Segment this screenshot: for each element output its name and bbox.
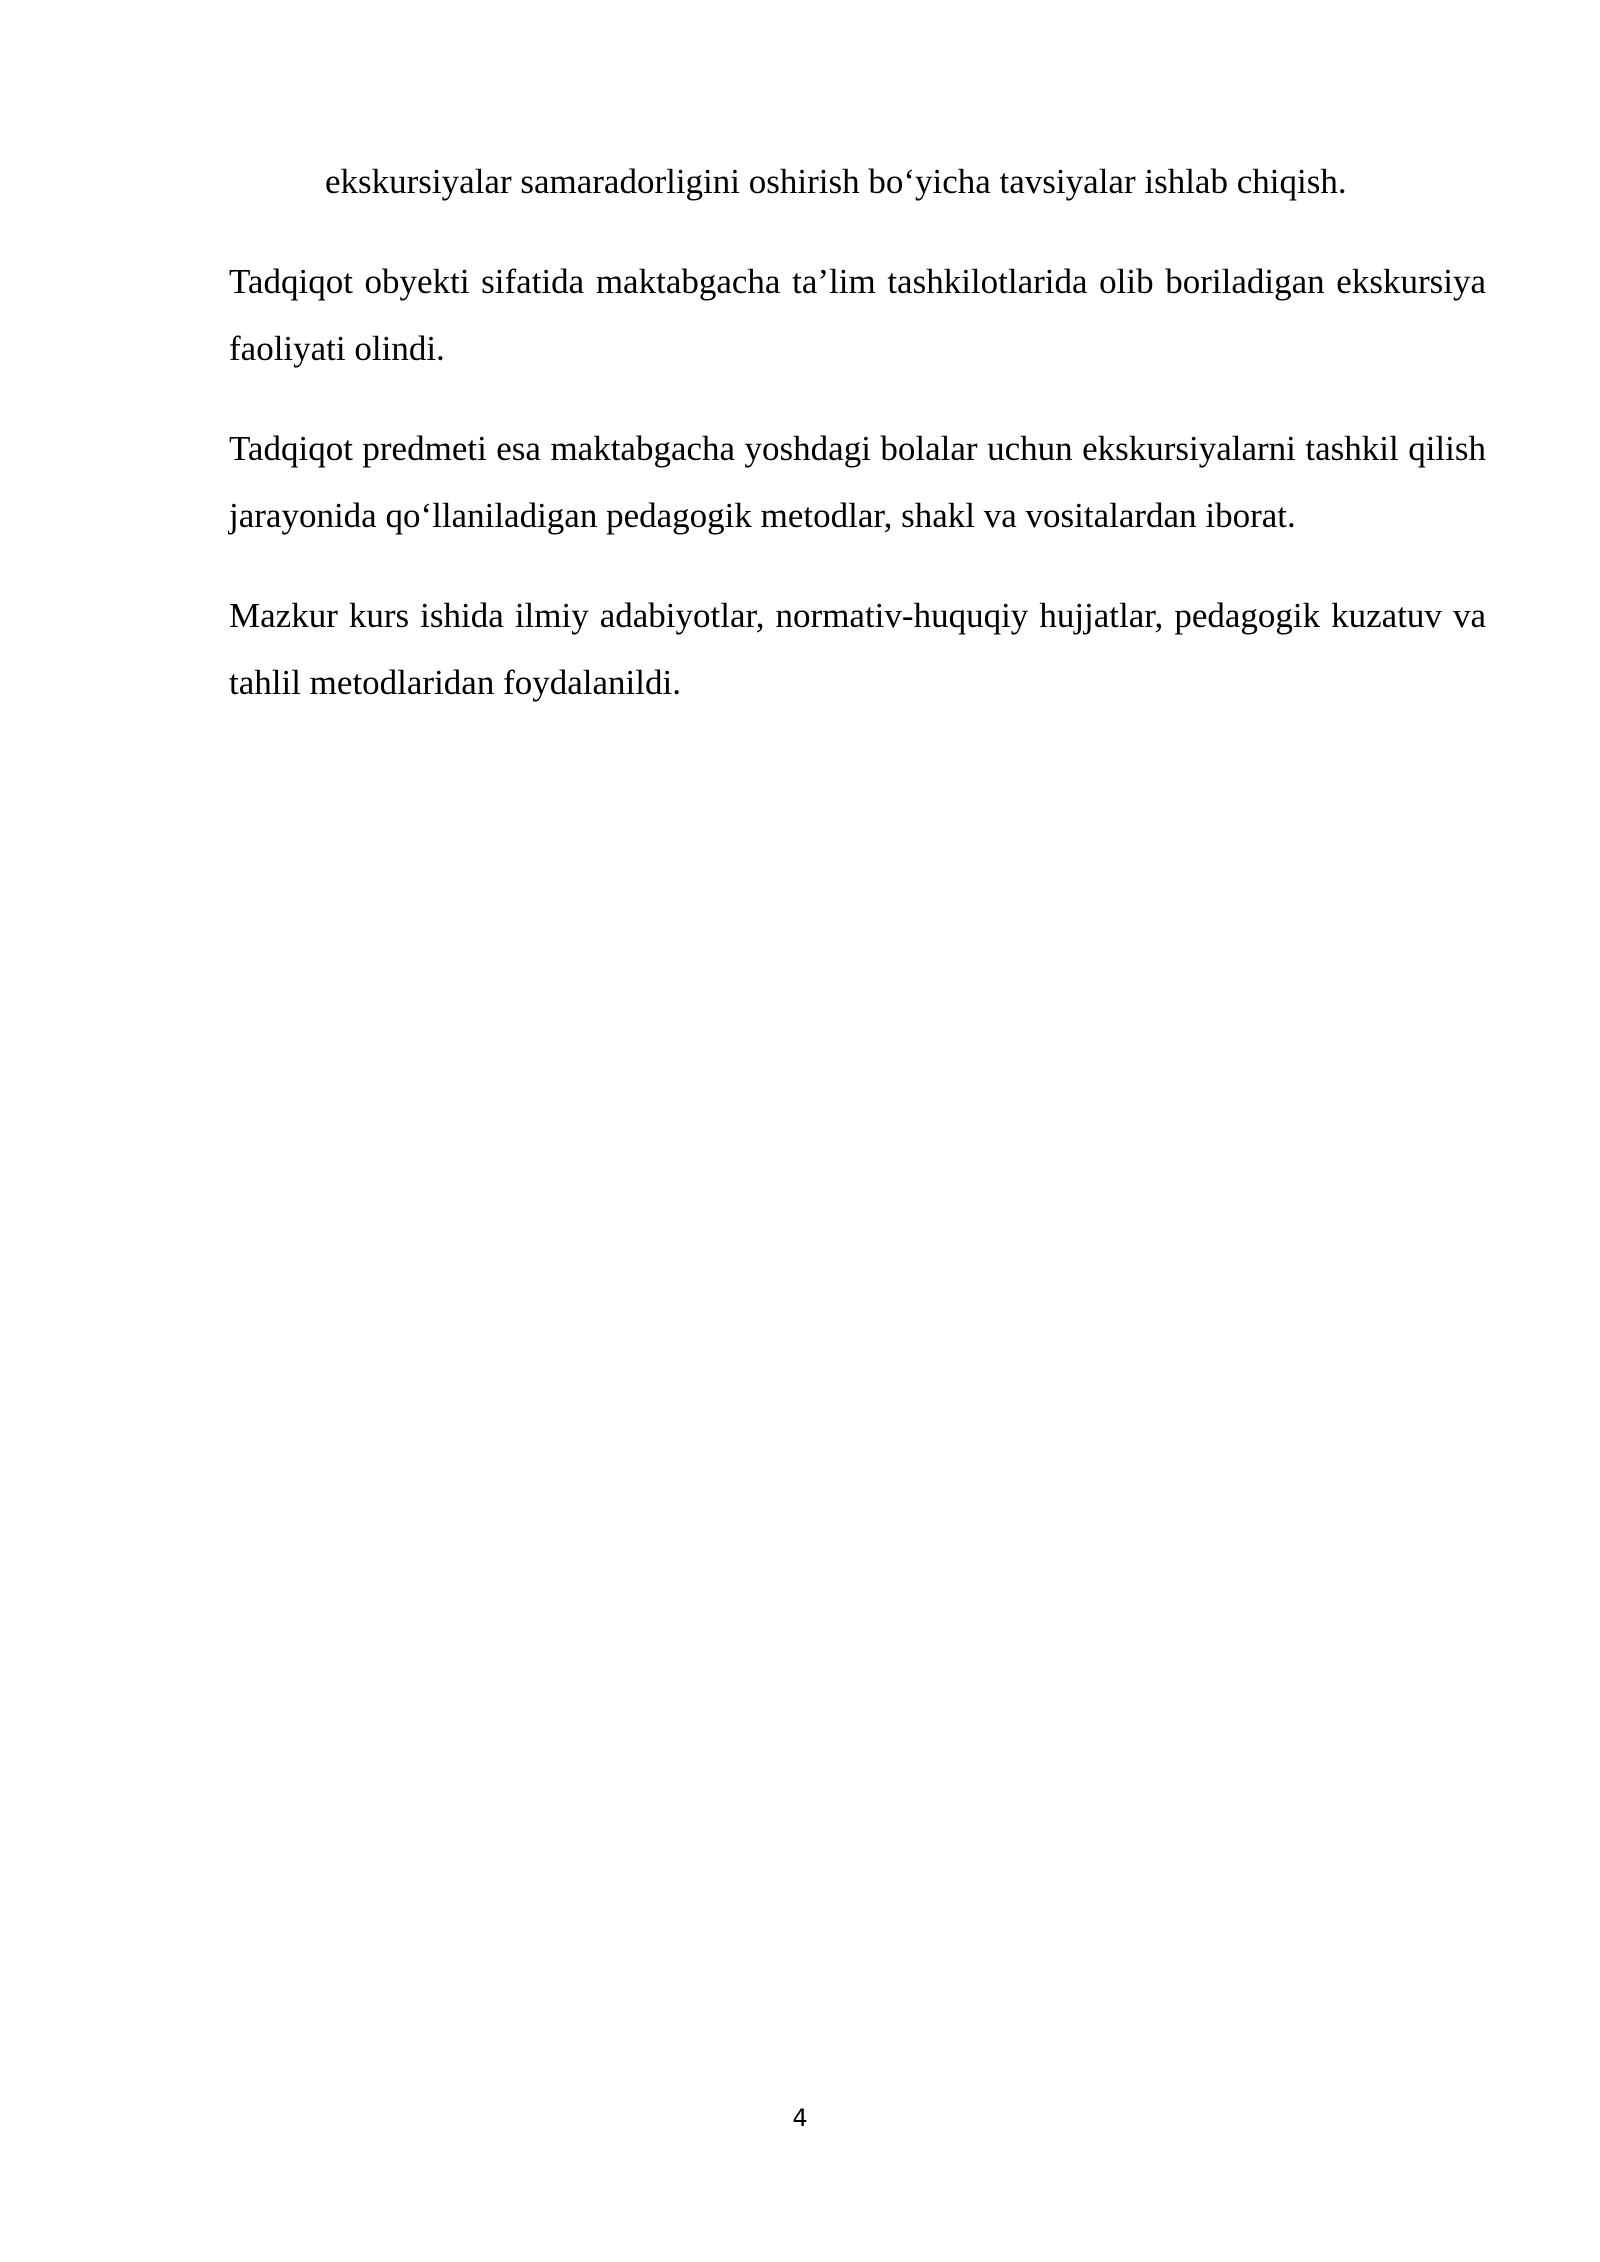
paragraph: Mazkur kurs ishida ilmiy adabiyotlar, normativ-huquqiy hujjatlar, pedagogik kuzatuv va tahlil metodlaridan foydalanildi. bbox=[229, 596, 1486, 702]
paragraph: ekskursiyalar samaradorligini oshirish bo‘yicha tavsiyalar ishlab chiqish. bbox=[325, 162, 1347, 201]
paragraph: Tadqiqot predmeti esa maktabgacha yoshdagi bolalar uchun ekskursiyalarni tashkil qilish jarayonida qo‘llaniladigan pedagogik metodlar, shakl va vositalardan iborat. bbox=[229, 429, 1486, 535]
page-number: 4 bbox=[792, 2104, 808, 2132]
document-body bbox=[229, 148, 1486, 749]
paragraph: Tadqiqot obyekti sifatida maktabgacha ta’lim tashkilotlarida olib boriladigan ekskursiya faoliyati olindi. bbox=[229, 262, 1486, 368]
